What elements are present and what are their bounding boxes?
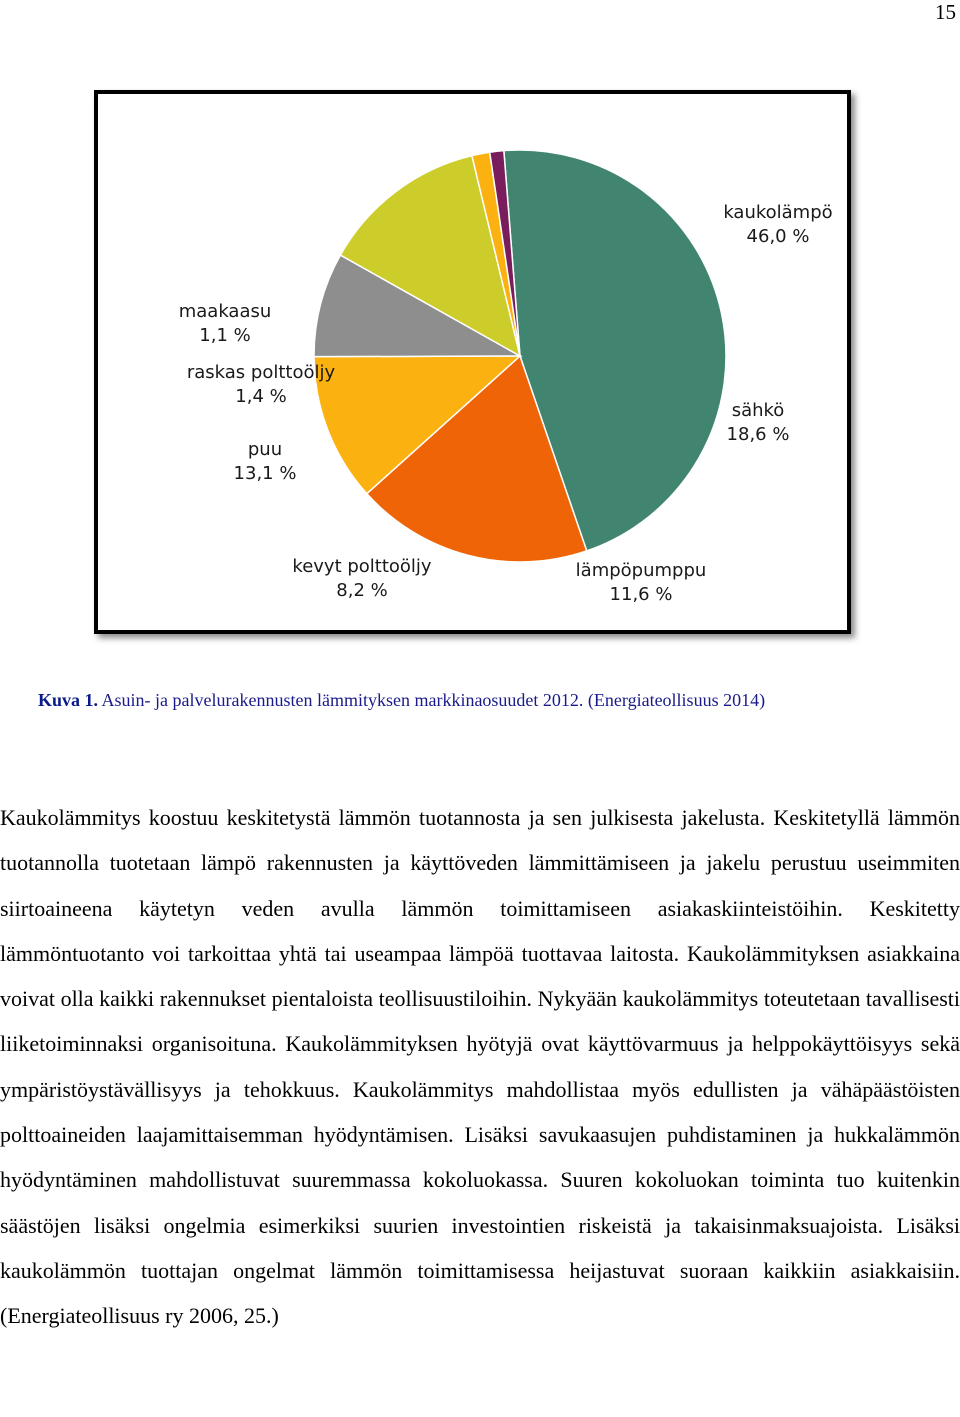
slice-name-label: maakaasu [178, 301, 272, 322]
slice-value-label: 1,4 % [235, 386, 287, 407]
caption-label: Kuva 1. [38, 690, 99, 710]
caption-text: Asuin- ja palvelurakennusten lämmityksen markkinaosuudet 2012. (Energiateollisuus 2014) [101, 690, 766, 710]
slice-name-label: sähkö [731, 400, 785, 421]
slice-value-label: 1,1 % [199, 325, 251, 346]
slice-name-label: lämpöpumppu [575, 560, 707, 581]
pie-chart-figure [94, 90, 851, 634]
slice-name-label: kevyt polttoöljy [292, 556, 432, 577]
slice-name-label: raskas polttoöljy [186, 362, 336, 383]
slice-name-label: kaukolämpö [723, 202, 833, 223]
body-paragraph: Kaukolämmitys koostuu keskitetystä lämmön tuotannosta ja sen julkisesta jakelusta. Keskitetyllä lämmön tuotannolla tuotetaan lämpö rakennusten ja käyttöveden lämmittämiseen ja jakelu perustuu useimmiten siirtoaineena käytetyn veden avulla lämmön toimittamiseen asiakaskiinteistöihin. Keskitetty lämmöntuotanto voi tarkoittaa yhtä tai useampaa lämpöä tuottavaa laitosta. Kaukolämmityksen asiakkaina voivat olla kaikki rakennukset pientaloista teollisuustiloihin. Nykyään kaukolämmitys toteutetaan tavallisesti liiketoiminnaksi organisoituna. Kaukolämmityksen hyötyjä ovat käyttövarmuus ja helppokäyttöisyys sekä ympäristöystävällisyys ja tehokkuus. Kaukolämmitys mahdollistaa myös edullisten ja vähäpäästöisten polttoaineiden laajamittaisemman hyödyntämisen. Lisäksi savukaasujen puhdistaminen ja hukkalämmön hyödyntäminen mahdollistuvat suuremmassa kokoluokassa. Suuren kokoluokan toiminta tuo kuitenkin säästöjen lisäksi ongelmia esimerkiksi suurien investointien riskeistä ja takaisinmaksuajoista. Lisäksi kaukolämmön tuottajan ongelmat lämmön toimittamisessa heijastuvat suoraan kaikkiin asiakkaisiin. (Energiateollisuus ry 2006, 25.) [0, 805, 960, 1329]
slice-value-label: 18,6 % [726, 424, 790, 445]
slice-value-label: 46,0 % [746, 226, 810, 247]
slice-value-label: 8,2 % [336, 580, 388, 601]
figure-caption [38, 688, 765, 712]
slice-value-label: 13,1 % [233, 463, 297, 484]
pie-chart [98, 94, 847, 630]
page-number: 15 [935, 0, 956, 24]
slice-value-label: 11,6 % [609, 584, 673, 605]
slice-name-label: puu [247, 439, 283, 460]
